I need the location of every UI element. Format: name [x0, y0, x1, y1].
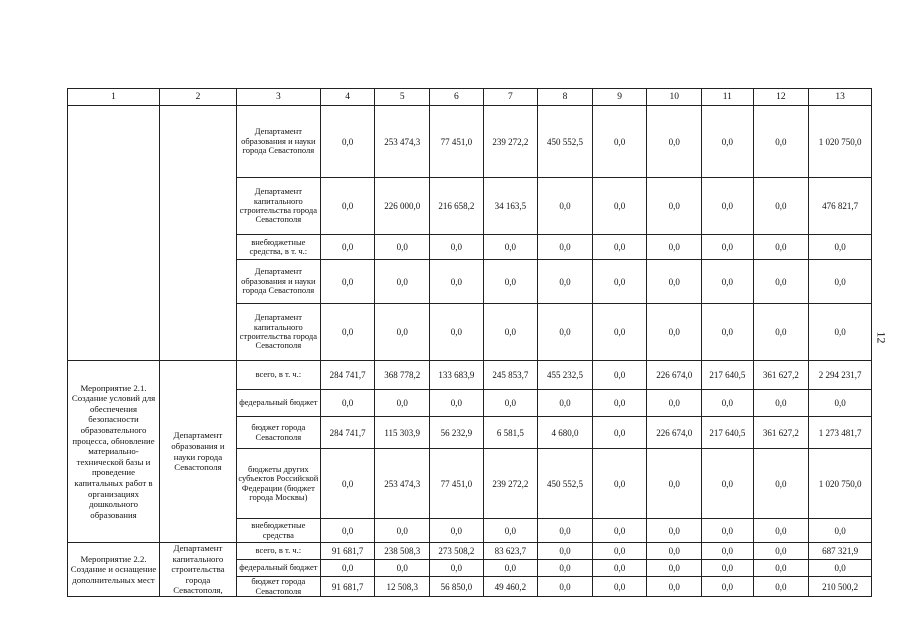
- value-cell: 0,0: [809, 304, 872, 361]
- column-number: 8: [538, 89, 593, 106]
- value-cell: 0,0: [647, 106, 702, 178]
- value-cell: 361 627,2: [753, 417, 809, 449]
- value-cell: 253 474,3: [375, 449, 430, 519]
- value-cell: 0,0: [647, 260, 702, 304]
- value-cell: 0,0: [592, 543, 647, 560]
- value-cell: 0,0: [320, 519, 375, 543]
- value-cell: 0,0: [430, 390, 484, 417]
- value-cell: 0,0: [592, 178, 647, 235]
- column-number-row: [68, 89, 872, 106]
- value-cell: 91 681,7: [320, 577, 375, 597]
- value-cell: 0,0: [538, 577, 593, 597]
- value-cell: 210 500,2: [809, 577, 872, 597]
- value-cell: 0,0: [538, 178, 593, 235]
- funding-source-cell: бюджеты других субъектов Российской Федерации (бюджет города Москвы): [236, 449, 320, 519]
- value-cell: 49 460,2: [483, 577, 538, 597]
- value-cell: 0,0: [592, 260, 647, 304]
- column-number: 10: [647, 89, 702, 106]
- value-cell: 687 321,9: [809, 543, 872, 560]
- value-cell: 0,0: [753, 260, 809, 304]
- value-cell: 0,0: [592, 390, 647, 417]
- value-cell: 0,0: [647, 235, 702, 260]
- value-cell: 0,0: [320, 390, 375, 417]
- value-cell: 0,0: [702, 235, 754, 260]
- value-cell: 12 508,3: [375, 577, 430, 597]
- value-cell: 0,0: [375, 260, 430, 304]
- funding-source-cell: бюджет города Севастополя: [236, 417, 320, 449]
- column-number: 4: [320, 89, 375, 106]
- value-cell: 0,0: [753, 519, 809, 543]
- value-cell: 83 623,7: [483, 543, 538, 560]
- value-cell: 0,0: [483, 260, 538, 304]
- value-cell: 253 474,3: [375, 106, 430, 178]
- value-cell: 0,0: [375, 304, 430, 361]
- value-cell: 0,0: [702, 519, 754, 543]
- value-cell: 0,0: [538, 390, 593, 417]
- value-cell: 0,0: [538, 519, 593, 543]
- value-cell: 0,0: [320, 235, 375, 260]
- funding-source-cell: всего, в т. ч.:: [236, 361, 320, 390]
- value-cell: 0,0: [753, 390, 809, 417]
- funding-source-cell: Департамент капитального строительства города Севастополя: [236, 304, 320, 361]
- value-cell: 0,0: [320, 178, 375, 235]
- value-cell: 226 674,0: [647, 417, 702, 449]
- value-cell: 0,0: [430, 304, 484, 361]
- value-cell: 0,0: [809, 235, 872, 260]
- value-cell: 1 020 750,0: [809, 449, 872, 519]
- value-cell: 0,0: [375, 560, 430, 577]
- funding-source-cell: Департамент капитального строительства города Севастополя: [236, 178, 320, 235]
- column-number: 6: [430, 89, 484, 106]
- funding-source-cell: Департамент образования и науки города Севастополя: [236, 106, 320, 178]
- value-cell: 0,0: [592, 560, 647, 577]
- value-cell: 0,0: [592, 519, 647, 543]
- value-cell: 0,0: [592, 417, 647, 449]
- column-number: 13: [809, 89, 872, 106]
- column-number: 5: [375, 89, 430, 106]
- column-number: 1: [68, 89, 160, 106]
- column-number: 3: [236, 89, 320, 106]
- value-cell: 245 853,7: [483, 361, 538, 390]
- value-cell: 239 272,2: [483, 449, 538, 519]
- value-cell: 4 680,0: [538, 417, 593, 449]
- value-cell: 0,0: [647, 178, 702, 235]
- value-cell: 2 294 231,7: [809, 361, 872, 390]
- value-cell: 0,0: [647, 519, 702, 543]
- column-number: 11: [702, 89, 754, 106]
- value-cell: 217 640,5: [702, 417, 754, 449]
- table-row: [68, 106, 872, 178]
- value-cell: 0,0: [809, 519, 872, 543]
- value-cell: 0,0: [320, 560, 375, 577]
- value-cell: 450 552,5: [538, 106, 593, 178]
- value-cell: 0,0: [809, 560, 872, 577]
- value-cell: 0,0: [538, 560, 593, 577]
- funding-source-cell: федеральный бюджет: [236, 390, 320, 417]
- value-cell: 217 640,5: [702, 361, 754, 390]
- column-number: 12: [753, 89, 809, 106]
- value-cell: 0,0: [753, 106, 809, 178]
- value-cell: 133 683,9: [430, 361, 484, 390]
- value-cell: 0,0: [592, 106, 647, 178]
- measure-name-cell: [68, 106, 160, 361]
- value-cell: 0,0: [483, 235, 538, 260]
- value-cell: 0,0: [702, 449, 754, 519]
- value-cell: 0,0: [320, 449, 375, 519]
- budget-table: [67, 88, 872, 597]
- value-cell: 0,0: [538, 543, 593, 560]
- value-cell: 0,0: [647, 543, 702, 560]
- value-cell: 0,0: [753, 543, 809, 560]
- value-cell: 0,0: [702, 560, 754, 577]
- executor-cell: [160, 106, 237, 361]
- value-cell: 0,0: [592, 304, 647, 361]
- value-cell: 0,0: [592, 235, 647, 260]
- value-cell: 0,0: [753, 449, 809, 519]
- column-number: 7: [483, 89, 538, 106]
- value-cell: 0,0: [320, 106, 375, 178]
- value-cell: 284 741,7: [320, 417, 375, 449]
- value-cell: 77 451,0: [430, 106, 484, 178]
- page-number: 12: [874, 331, 889, 344]
- funding-source-cell: внебюджетные средства, в т. ч.:: [236, 235, 320, 260]
- value-cell: 273 508,2: [430, 543, 484, 560]
- funding-source-cell: федеральный бюджет: [236, 560, 320, 577]
- value-cell: 0,0: [753, 577, 809, 597]
- value-cell: 0,0: [702, 106, 754, 178]
- value-cell: 0,0: [647, 449, 702, 519]
- value-cell: 34 163,5: [483, 178, 538, 235]
- value-cell: 0,0: [753, 178, 809, 235]
- funding-source-cell: бюджет города Севастополя: [236, 577, 320, 597]
- value-cell: 91 681,7: [320, 543, 375, 560]
- value-cell: 0,0: [702, 577, 754, 597]
- value-cell: 284 741,7: [320, 361, 375, 390]
- value-cell: 56 850,0: [430, 577, 484, 597]
- value-cell: 0,0: [430, 560, 484, 577]
- value-cell: 226 674,0: [647, 361, 702, 390]
- executor-cell: Департамент капитального строительства города Севастополя,: [160, 543, 237, 597]
- value-cell: 0,0: [592, 449, 647, 519]
- value-cell: 455 232,5: [538, 361, 593, 390]
- value-cell: 56 232,9: [430, 417, 484, 449]
- value-cell: 0,0: [592, 577, 647, 597]
- value-cell: 0,0: [538, 260, 593, 304]
- measure-name-cell: Мероприятие 2.2. Создание и оснащение дополнительных мест: [68, 543, 160, 597]
- value-cell: 0,0: [702, 260, 754, 304]
- value-cell: 0,0: [320, 260, 375, 304]
- table-row: [68, 543, 872, 560]
- value-cell: 0,0: [702, 304, 754, 361]
- value-cell: 0,0: [702, 543, 754, 560]
- value-cell: 0,0: [647, 577, 702, 597]
- value-cell: 0,0: [320, 304, 375, 361]
- value-cell: 0,0: [647, 304, 702, 361]
- value-cell: 238 508,3: [375, 543, 430, 560]
- value-cell: 1 020 750,0: [809, 106, 872, 178]
- value-cell: 0,0: [702, 178, 754, 235]
- value-cell: 0,0: [375, 390, 430, 417]
- value-cell: 0,0: [430, 519, 484, 543]
- funding-source-cell: Департамент образования и науки города Севастополя: [236, 260, 320, 304]
- column-number: 9: [592, 89, 647, 106]
- value-cell: 0,0: [538, 235, 593, 260]
- value-cell: 361 627,2: [753, 361, 809, 390]
- measure-name-cell: Мероприятие 2.1. Создание условий для обеспечения безопасности образовательного процесса, обновление материально-технической базы и проведение капитальных работ в организациях дошкольного образования: [68, 361, 160, 543]
- value-cell: 0,0: [483, 560, 538, 577]
- value-cell: 0,0: [375, 519, 430, 543]
- value-cell: 226 000,0: [375, 178, 430, 235]
- value-cell: 115 303,9: [375, 417, 430, 449]
- value-cell: 1 273 481,7: [809, 417, 872, 449]
- column-number: 2: [160, 89, 237, 106]
- value-cell: 6 581,5: [483, 417, 538, 449]
- table-row: [68, 361, 872, 390]
- value-cell: 0,0: [753, 560, 809, 577]
- value-cell: 450 552,5: [538, 449, 593, 519]
- value-cell: 239 272,2: [483, 106, 538, 178]
- value-cell: 0,0: [483, 304, 538, 361]
- value-cell: 0,0: [809, 390, 872, 417]
- value-cell: 216 658,2: [430, 178, 484, 235]
- value-cell: 0,0: [809, 260, 872, 304]
- value-cell: 0,0: [430, 235, 484, 260]
- value-cell: 0,0: [592, 361, 647, 390]
- value-cell: 0,0: [753, 304, 809, 361]
- value-cell: 0,0: [647, 390, 702, 417]
- funding-source-cell: внебюджетные средства: [236, 519, 320, 543]
- value-cell: 0,0: [483, 519, 538, 543]
- value-cell: 0,0: [430, 260, 484, 304]
- value-cell: 0,0: [375, 235, 430, 260]
- value-cell: 0,0: [538, 304, 593, 361]
- value-cell: 0,0: [647, 560, 702, 577]
- value-cell: 0,0: [483, 390, 538, 417]
- value-cell: 0,0: [753, 235, 809, 260]
- executor-cell: Департамент образования и науки города Севастополя: [160, 361, 237, 543]
- value-cell: 77 451,0: [430, 449, 484, 519]
- funding-source-cell: всего, в т. ч.:: [236, 543, 320, 560]
- value-cell: 476 821,7: [809, 178, 872, 235]
- value-cell: 0,0: [702, 390, 754, 417]
- value-cell: 368 778,2: [375, 361, 430, 390]
